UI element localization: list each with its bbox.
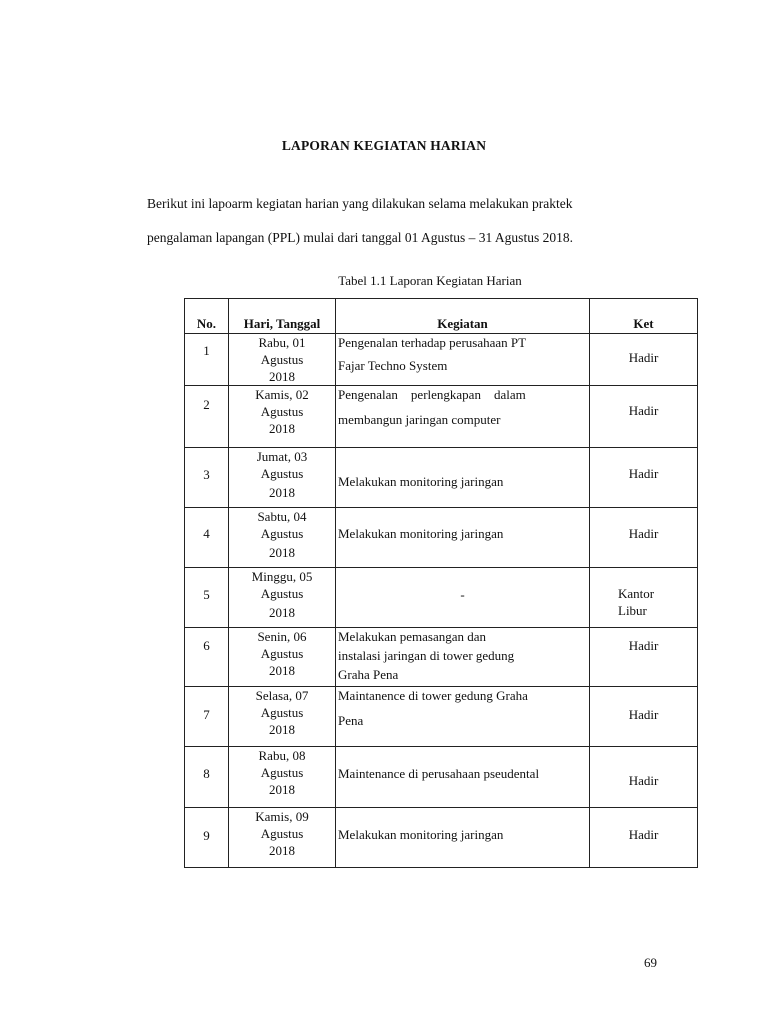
row-note <box>590 334 698 386</box>
row-month: Agustus <box>260 646 304 661</box>
page-title: LAPORAN KEGIATAN HARIAN <box>281 138 487 153</box>
table-row <box>185 568 698 628</box>
row-month: Agustus <box>260 705 304 720</box>
row-month: Agustus <box>260 765 304 780</box>
row-activity <box>336 334 590 386</box>
row-note <box>590 628 698 687</box>
row-no <box>185 687 229 747</box>
table-caption: Tabel 1.1 Laporan Kegiatan Harian <box>338 273 522 288</box>
table-row <box>185 386 698 448</box>
row-note-text: Hadir <box>628 827 659 842</box>
row-date <box>229 628 336 687</box>
row-day: Kamis, 09 <box>255 809 309 824</box>
row-activity <box>336 568 590 628</box>
row-note-text: Hadir <box>628 350 659 365</box>
row-activity <box>336 808 590 868</box>
row-note <box>590 508 698 568</box>
row-activity-line: Fajar Techno System <box>338 358 448 373</box>
row-date <box>229 448 336 508</box>
row-date <box>229 386 336 448</box>
table-row <box>185 334 698 386</box>
row-note-text: Hadir <box>628 773 659 788</box>
row-note <box>590 386 698 448</box>
page-number: 69 <box>644 955 657 970</box>
row-no-text: 4 <box>203 526 210 541</box>
activity-table <box>184 298 698 868</box>
row-activity-line: Maintanence di tower gedung Graha <box>338 688 528 703</box>
row-note <box>590 687 698 747</box>
row-activity <box>336 448 590 508</box>
table-row <box>185 808 698 868</box>
row-activity-line: Pengenalan terhadap perusahaan PT <box>338 335 527 350</box>
row-year: 2018 <box>269 421 295 436</box>
row-no-text: 6 <box>203 638 210 653</box>
row-day: Rabu, 01 <box>258 335 306 350</box>
row-year: 2018 <box>269 722 295 737</box>
row-date <box>229 508 336 568</box>
row-no-text: 9 <box>203 828 210 843</box>
row-year: 2018 <box>269 485 295 500</box>
row-no-text: 8 <box>203 766 210 781</box>
row-note <box>590 568 698 628</box>
row-no-text: 5 <box>203 587 210 602</box>
row-date <box>229 808 336 868</box>
header-date: Hari, Tanggal <box>229 299 336 334</box>
row-no <box>185 334 229 386</box>
row-day: Senin, 06 <box>257 629 307 644</box>
table-row <box>185 508 698 568</box>
row-activity-line: instalasi jaringan di tower gedung <box>338 648 515 663</box>
row-no <box>185 508 229 568</box>
row-no <box>185 448 229 508</box>
row-activity-line: Pengenalan perlengkapan dalam <box>338 387 526 402</box>
row-day: Sabtu, 04 <box>257 509 307 524</box>
row-day: Selasa, 07 <box>255 688 309 703</box>
row-month: Agustus <box>260 404 304 419</box>
row-day: Jumat, 03 <box>256 449 308 464</box>
row-note-text: Hadir <box>628 526 659 541</box>
row-no-text: 2 <box>203 397 210 412</box>
table-header-row <box>185 299 698 334</box>
row-year: 2018 <box>269 605 295 620</box>
row-activity <box>336 687 590 747</box>
intro-line-2: pengalaman lapangan (PPL) mulai dari tanggal 01 Agustus – 31 Agustus 2018. <box>147 230 573 245</box>
row-month: Agustus <box>260 352 304 367</box>
row-activity-line: Maintenance di perusahaan pseudental <box>338 766 540 781</box>
row-date <box>229 568 336 628</box>
row-activity-line: Graha Pena <box>338 667 399 682</box>
row-month: Agustus <box>260 586 304 601</box>
row-month: Agustus <box>260 826 304 841</box>
row-note-text: Kantor <box>618 586 655 601</box>
row-no <box>185 628 229 687</box>
row-year: 2018 <box>269 545 295 560</box>
row-day: Kamis, 02 <box>255 387 309 402</box>
row-activity-line: Melakukan pemasangan dan <box>338 629 487 644</box>
table-row <box>185 687 698 747</box>
row-note <box>590 808 698 868</box>
row-note-text: Hadir <box>628 707 659 722</box>
row-note-text: Hadir <box>628 403 659 418</box>
row-activity-line: Melakukan monitoring jaringan <box>338 827 504 842</box>
header-no: No. <box>185 299 229 334</box>
row-date <box>229 747 336 808</box>
row-month: Agustus <box>260 466 304 481</box>
row-no <box>185 386 229 448</box>
row-no <box>185 747 229 808</box>
row-activity <box>336 628 590 687</box>
row-activity <box>336 386 590 448</box>
table-row <box>185 628 698 687</box>
row-activity-line: Pena <box>338 713 364 728</box>
row-note-text: Libur <box>618 603 647 618</box>
row-no <box>185 568 229 628</box>
row-no-text: 1 <box>203 343 210 358</box>
row-year: 2018 <box>269 369 295 384</box>
row-no <box>185 808 229 868</box>
table-row <box>185 448 698 508</box>
row-no-text: 7 <box>203 707 210 722</box>
row-note-text: Hadir <box>628 466 659 481</box>
row-note-text: Hadir <box>628 638 659 653</box>
row-activity-line: Melakukan monitoring jaringan <box>338 526 504 541</box>
header-note: Ket <box>590 299 698 334</box>
row-no-text: 3 <box>203 467 210 482</box>
row-month: Agustus <box>260 526 304 541</box>
row-activity-line: membangun jaringan computer <box>338 412 501 427</box>
row-date <box>229 334 336 386</box>
row-activity <box>336 747 590 808</box>
row-activity-line: - <box>460 587 465 602</box>
header-activity: Kegiatan <box>336 299 590 334</box>
intro-line-1: Berikut ini lapoarm kegiatan harian yang dilakukan selama melakukan praktek <box>147 196 573 211</box>
table-row <box>185 747 698 808</box>
row-year: 2018 <box>269 663 295 678</box>
row-date <box>229 687 336 747</box>
row-note <box>590 747 698 808</box>
row-activity-line: Melakukan monitoring jaringan <box>338 474 504 489</box>
row-day: Minggu, 05 <box>251 569 313 584</box>
row-note <box>590 448 698 508</box>
row-day: Rabu, 08 <box>258 748 306 763</box>
row-year: 2018 <box>269 782 295 797</box>
row-activity <box>336 508 590 568</box>
row-year: 2018 <box>269 843 295 858</box>
